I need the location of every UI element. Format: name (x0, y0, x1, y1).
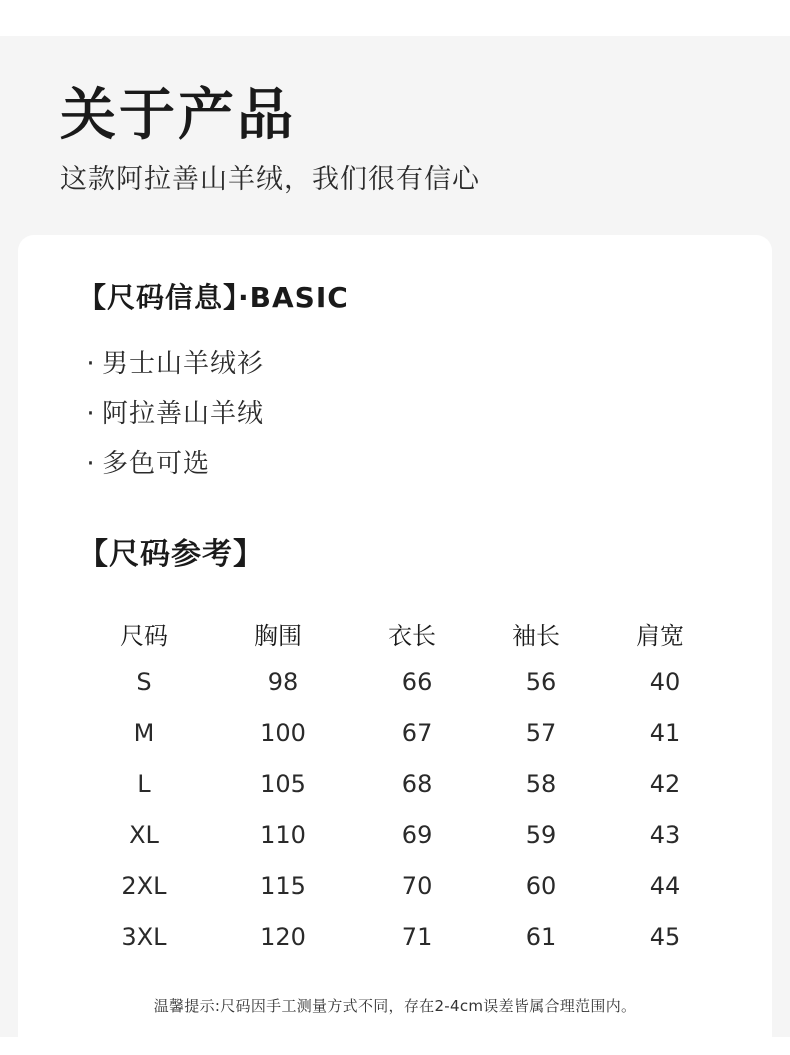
table-row (82, 809, 722, 860)
column-header-sleeve: 袖长 (512, 621, 561, 650)
table-row (82, 911, 722, 962)
sleeve-cell: 59 (525, 820, 557, 849)
length-cell: 68 (401, 769, 433, 798)
chest-cell: 105 (260, 769, 306, 798)
column-header-shoulder: 肩宽 (636, 621, 684, 650)
size-info-heading: 【尺码信息】·BASIC (78, 281, 349, 314)
table-row (82, 707, 722, 758)
page-subtitle: 这款阿拉善山羊绒，我们很有信心 (60, 164, 480, 195)
table-row (82, 860, 722, 911)
sleeve-cell: 57 (525, 718, 557, 747)
table-row (82, 758, 722, 809)
column-header-size: 尺码 (119, 621, 168, 650)
sleeve-cell: 60 (525, 871, 557, 900)
feature-label: 男士山羊绒衫 (102, 349, 265, 379)
length-cell: 71 (401, 922, 433, 951)
size-cell: 2XL (121, 871, 167, 900)
feature-item (80, 346, 264, 396)
size-cell: 3XL (121, 922, 167, 951)
sleeve-cell: 61 (525, 922, 557, 951)
size-cell: XL (129, 820, 159, 849)
bullet-dot: · (86, 399, 96, 429)
shoulder-cell: 44 (649, 871, 681, 900)
shoulder-cell: 41 (649, 718, 681, 747)
table-row (82, 656, 722, 707)
shoulder-cell: 40 (649, 667, 681, 696)
bullet-dot: · (86, 449, 96, 479)
length-cell: 69 (401, 820, 433, 849)
shoulder-cell: 42 (649, 769, 681, 798)
shoulder-cell: 43 (649, 820, 681, 849)
feature-item (80, 396, 264, 446)
feature-label: 阿拉善山羊绒 (102, 399, 265, 429)
chest-cell: 120 (260, 922, 306, 951)
table-header-row (82, 610, 722, 656)
chest-cell: 115 (260, 871, 306, 900)
size-reference-heading: 【尺码参考】 (78, 537, 264, 572)
footnote: 温馨提示:尺码因手工测量方式不同，存在2-4cm误差皆属合理范围内。 (153, 997, 637, 1015)
size-cell: M (133, 718, 155, 747)
chest-cell: 110 (260, 820, 306, 849)
sleeve-cell: 56 (525, 667, 557, 696)
length-cell: 70 (401, 871, 433, 900)
shoulder-cell: 45 (649, 922, 681, 951)
feature-list (80, 346, 264, 496)
chest-cell: 98 (267, 667, 299, 696)
length-cell: 66 (401, 667, 433, 696)
feature-item (80, 446, 264, 496)
chest-cell: 100 (260, 718, 306, 747)
feature-label: 多色可选 (102, 449, 211, 479)
sleeve-cell: 58 (525, 769, 557, 798)
size-cell: L (137, 769, 151, 798)
size-cell: S (136, 667, 152, 696)
size-table (82, 610, 722, 962)
column-header-length: 衣长 (388, 621, 437, 650)
page-title: 关于产品 (60, 83, 296, 148)
length-cell: 67 (401, 718, 433, 747)
bullet-dot: · (86, 349, 96, 379)
column-header-chest: 胸围 (254, 621, 303, 650)
